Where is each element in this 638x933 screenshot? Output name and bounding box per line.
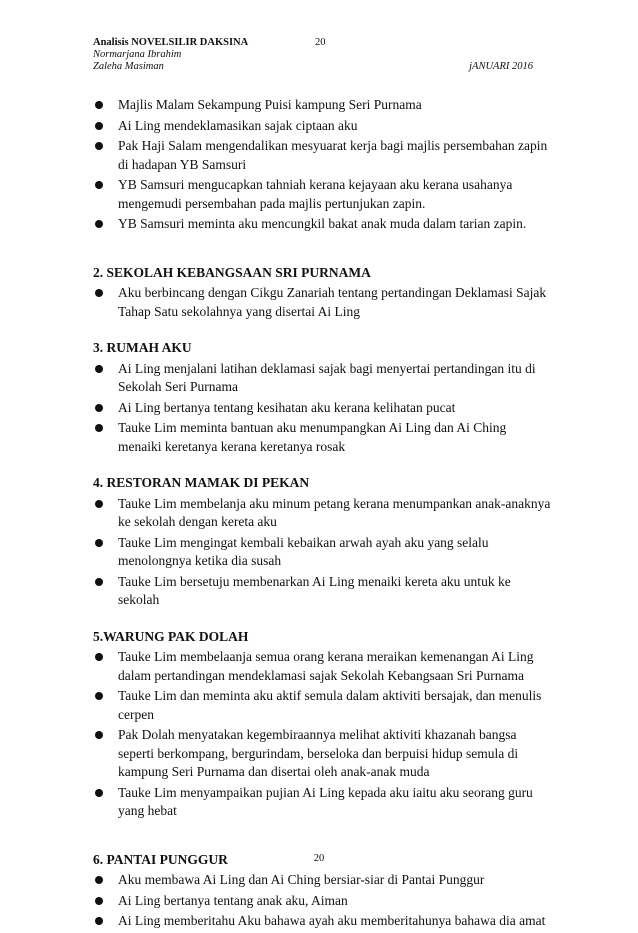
list-item-text: Aku berbincang dengan Cikgu Zanariah tentang pertandingan Deklamasi Sajak Tahap Satu sekolahnya yang disertai Ai Ling [118, 285, 547, 319]
section-list [93, 360, 553, 457]
list-item [93, 534, 553, 571]
list-item [93, 784, 553, 821]
section-heading: 4. RESTORAN MAMAK DI PEKAN [93, 475, 310, 490]
list-item-text: Ai Ling menjalani latihan deklamasi sajak bagi menyertai pertandingan itu di Sekolah Seri Purnama [118, 360, 536, 394]
section-heading: 6. PANTAI PUNGGUR [93, 851, 228, 867]
bullet-icon [95, 789, 103, 797]
bullet-icon [95, 220, 103, 228]
bullet-icon [95, 578, 103, 586]
section-list [93, 284, 553, 321]
author-name-2: Zaleha Masiman [93, 61, 164, 72]
list-item [93, 117, 553, 136]
header-page-number: 20 [315, 37, 326, 48]
bullet-icon [95, 142, 103, 150]
list-item-text: Ai Ling memberitahu Aku bahawa ayah aku memberitahunya bahawa dia amat [118, 913, 546, 928]
list-item [93, 176, 553, 213]
section-rumah [93, 339, 553, 456]
section-restoran [93, 474, 553, 610]
bullet-icon [95, 289, 103, 297]
list-item-text: Pak Dolah menyatakan kegembiraannya melihat aktiviti khazanah bangsa seperti berkompang, bergurindam, berseloka dan berpuisi hidup semula di kampung Seri Purnama dan disertai oleh anak-anak muda [118, 727, 519, 779]
bullet-icon [95, 539, 103, 547]
author-name-1: Normarjana Ibrahim [93, 49, 182, 60]
document-body [93, 96, 553, 933]
list-item [93, 726, 553, 782]
list-item-text: Tauke Lim dan meminta aku aktif semula dalam aktiviti bersajak, dan menulis cerpen [118, 688, 542, 722]
section-warung [93, 628, 553, 821]
list-item [93, 495, 553, 532]
header-date: jANUARI 2016 [469, 61, 533, 72]
bullet-icon [95, 731, 103, 739]
section-heading: 5.WARUNG PAK DOLAH [93, 628, 249, 644]
list-item-text: Tauke Lim membelaanja semua orang kerana meraikan kemenangan Ai Ling dalam pertandingan mendeklamasi sajak Sekolah Kebangsaan Sri Purnama [118, 649, 534, 683]
list-item-text: Tauke Lim bersetuju membenarkan Ai Ling menaiki kereta aku untuk ke sekolah [118, 573, 511, 607]
bullet-icon [95, 424, 103, 432]
list-item [93, 96, 553, 115]
page-footer-number: 20 [313, 853, 325, 864]
list-item [93, 399, 553, 418]
list-item-text: Tauke Lim membelanja aku minum petang kerana menumpankan anak-anaknya ke sekolah dengan kereta aku [118, 495, 551, 529]
list-item [93, 648, 553, 685]
list-item-text: Ai Ling mendeklamasikan sajak ciptaan aku [118, 117, 358, 133]
bullet-icon [95, 122, 103, 130]
bullet-icon [95, 500, 103, 508]
bullet-icon [95, 692, 103, 700]
list-item-text: YB Samsuri meminta aku mencungkil bakat anak muda dalam tarian zapin. [118, 216, 527, 231]
bullet-icon [95, 876, 103, 884]
bullet-icon [95, 101, 103, 109]
intro-section [93, 96, 553, 234]
document-title: Analisis NOVELSILIR DAKSINA [93, 37, 249, 48]
list-item [93, 912, 553, 931]
bullet-icon [95, 897, 103, 905]
list-item [93, 573, 553, 610]
list-item [93, 215, 553, 234]
bullet-icon [95, 181, 103, 189]
list-item-text: Tauke Lim mengingat kembali kebaikan arwah ayah aku yang selalu menolongnya ketika dia susah [118, 534, 489, 568]
bullet-icon [95, 917, 103, 925]
list-item-text: Tauke Lim menyampaikan pujian Ai Ling kepada aku iaitu aku seorang guru yang hebat [118, 784, 533, 818]
section-list [93, 871, 553, 931]
list-item-text: Ai Ling bertanya tentang anak aku, Aiman [118, 892, 348, 908]
bullet-icon [95, 365, 103, 373]
section-heading: 2. SEKOLAH KEBANGSAAN SRI PURNAMA [93, 264, 371, 280]
list-item-text: Pak Haji Salam mengendalikan mesyuarat kerja bagi majlis persembahan zapin di hadapan YB Samsuri [118, 138, 548, 172]
section-heading: 3. RUMAH AKU [93, 340, 192, 355]
section-list [93, 648, 553, 821]
list-item [93, 687, 553, 724]
list-item-text: Aku membawa Ai Ling dan Ai Ching bersiar-siar di Pantai Punggur [118, 872, 485, 887]
list-item [93, 419, 553, 456]
list-item-text: YB Samsuri mengucapkan tahniah kerana kejayaan aku kerana usahanya mengemudi persembahan pada majlis pertunjukan zapin. [118, 177, 513, 211]
list-item [93, 892, 553, 911]
list-item-text: Ai Ling bertanya tentang kesihatan aku kerana kelihatan pucat [118, 399, 456, 415]
bullet-icon [95, 653, 103, 661]
section-sekolah [93, 264, 553, 322]
list-item [93, 137, 553, 174]
intro-list [93, 96, 553, 234]
section-list [93, 495, 553, 610]
bullet-icon [95, 404, 103, 412]
list-item-text: Tauke Lim meminta bantuan aku menumpangkan Ai Ling dan Ai Ching menaiki keretanya kerana keretanya rosak [118, 420, 507, 454]
list-item [93, 871, 553, 890]
list-item-text: Majlis Malam Sekampung Puisi kampung Seri Purnama [118, 97, 422, 112]
list-item [93, 360, 553, 397]
list-item [93, 284, 553, 321]
